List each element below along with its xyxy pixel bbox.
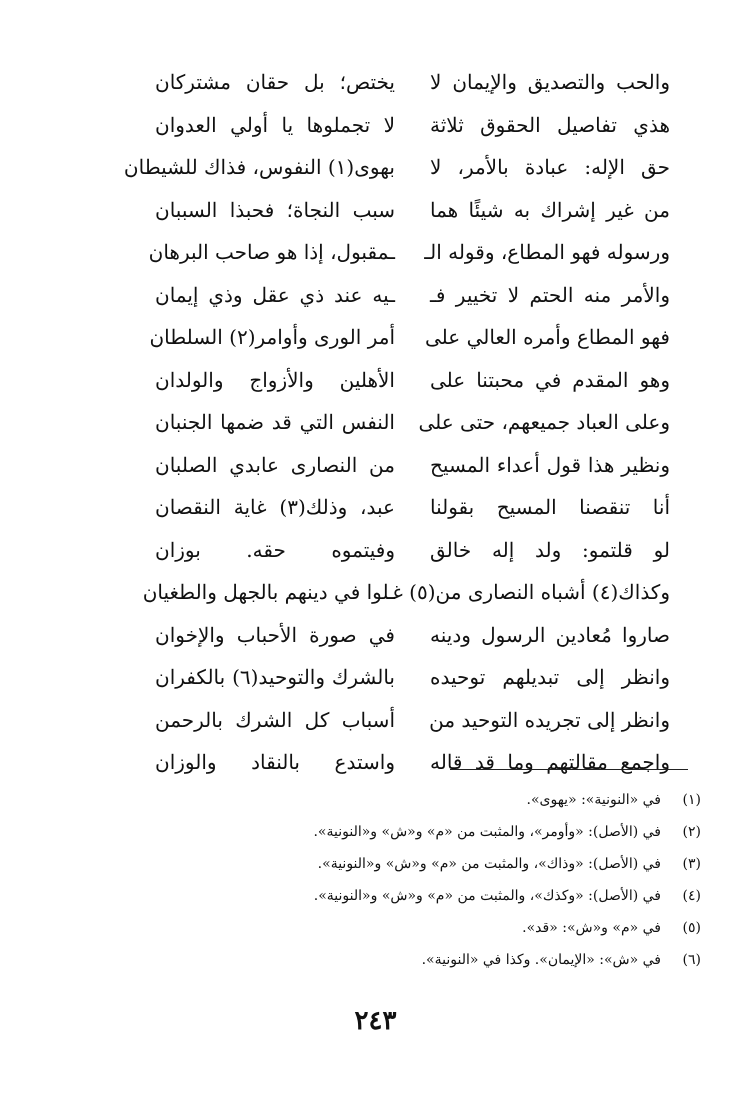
- verse-line: [150, 232, 670, 272]
- second-hemistich: الأهلين والأزواج والولدان: [155, 367, 395, 392]
- footnote-number: (٥): [682, 920, 701, 936]
- second-hemistich: من النصارى عابدي الصلبان: [155, 452, 395, 477]
- second-hemistich: ـلوا في دينهم بالجهل والطغيان: [142, 580, 395, 604]
- second-hemistich: ـمقبول، إذا هو صاحب البرهان: [148, 240, 395, 264]
- second-hemistich: واستدع بالنقاد والوزان: [155, 750, 395, 774]
- footnote: [201, 816, 701, 848]
- verse-line: [150, 445, 670, 485]
- verse-line: [150, 105, 670, 145]
- verse-line: [150, 700, 670, 740]
- first-hemistich: وانظر إلى تجريده التوحيد من: [429, 707, 670, 732]
- second-hemistich: ـيه عند ذي عقل وذي إيمان: [155, 282, 395, 307]
- verse-line: [150, 317, 670, 357]
- second-hemistich: يختص؛ بل حقان مشتركان: [155, 70, 395, 94]
- verse-line: [150, 360, 670, 400]
- footnote-text: في «النونية»: «يهوى».: [526, 792, 661, 808]
- verse-line: [150, 487, 670, 527]
- first-hemistich: من غير إشراك به شيئًا هما: [430, 197, 670, 222]
- footnote-number: (٣): [682, 856, 701, 872]
- footnote-number: (٤): [682, 888, 701, 904]
- footnote: [201, 912, 701, 944]
- footnote-text: في (الأصل): «وأومر»، والمثبت من «م» و«ش» و«النونية».: [313, 824, 661, 840]
- verse-line: [123, 147, 670, 187]
- verse-line: [150, 62, 670, 102]
- second-hemistich: سبب النجاة؛ فحبذا السببان: [155, 197, 395, 222]
- first-hemistich: والأمر منه الحتم لا تخيير فـ: [430, 282, 670, 307]
- second-hemistich: عبد، وذلك(٣) غاية النقصان: [155, 495, 395, 519]
- first-hemistich: أنا تنقصنا المسيح بقولنا: [430, 495, 670, 519]
- verse-line: [142, 572, 670, 612]
- second-hemistich: وفيتموه حقه. بوزان: [155, 537, 395, 562]
- first-hemistich: فهو المطاع وأمره العالي على: [424, 325, 670, 349]
- footnote-number: (١): [682, 792, 701, 808]
- verse-line: [150, 402, 670, 442]
- first-hemistich: وانظر إلى تبديلهم توحيده: [430, 665, 670, 689]
- first-hemistich: وعلى العباد جميعهم، حتى على: [418, 410, 670, 434]
- footnote: [201, 944, 701, 976]
- footnote: [201, 784, 701, 816]
- footnote-number: (٦): [682, 952, 701, 968]
- first-hemistich: هذي تفاصيل الحقوق ثلاثة: [430, 112, 670, 137]
- first-hemistich: والحب والتصديق والإيمان لا: [430, 70, 670, 94]
- verse-line: [150, 742, 670, 782]
- footnote: [201, 880, 701, 912]
- footnote-number: (٢): [682, 824, 701, 840]
- verse-line: [150, 530, 670, 570]
- first-hemistich: وكذاك(٤) أشباه النصارى من(٥) غـ: [386, 580, 670, 604]
- footnotes: [201, 784, 701, 976]
- second-hemistich: أمر الورى وأوامر(٢) السلطان: [149, 325, 395, 349]
- second-hemistich: النفس التي قد ضمها الجنبان: [155, 410, 395, 434]
- first-hemistich: صاروا مُعادين الرسول ودينه: [430, 622, 670, 647]
- verse-line: [150, 615, 670, 655]
- footnote: [201, 848, 701, 880]
- page-number: ٢٤٣: [354, 1006, 397, 1036]
- footnote-text: في «م» و«ش»: «قد».: [522, 920, 661, 936]
- footnote-text: في «ش»: «الإيمان». وكذا في «النونية».: [421, 952, 661, 968]
- second-hemistich: بهوى(١) النفوس، فذاك للشيطان: [123, 155, 395, 179]
- first-hemistich: ورسوله فهو المطاع، وقوله الـ: [424, 240, 670, 264]
- verse-line: [150, 190, 670, 230]
- second-hemistich: أسباب كل الشرك بالرحمن: [155, 707, 395, 732]
- first-hemistich: لو قلتمو: ولد إله خالق: [430, 537, 670, 562]
- second-hemistich: لا تجملوها يا أولي العدوان: [155, 112, 395, 137]
- footnote-text: في (الأصل): «وذاك»، والمثبت من «م» و«ش» و«النونية».: [317, 856, 661, 872]
- first-hemistich: ونظير هذا قول أعداء المسيح: [430, 452, 670, 477]
- first-hemistich: وهو المقدم في محبتنا على: [430, 367, 670, 392]
- first-hemistich: واجمع مقالتهم وما قد قاله: [430, 750, 670, 774]
- footnote-text: في (الأصل): «وكذك»، والمثبت من «م» و«ش» و«النونية».: [313, 888, 661, 904]
- second-hemistich: بالشرك والتوحيد(٦) بالكفران: [155, 665, 395, 689]
- first-hemistich: حق الإله: عبادة بالأمر، لا: [430, 155, 670, 179]
- verse-line: [150, 657, 670, 697]
- second-hemistich: في صورة الأحباب والإخوان: [155, 622, 395, 647]
- verse-line: [150, 275, 670, 315]
- footnote-separator: [450, 769, 688, 770]
